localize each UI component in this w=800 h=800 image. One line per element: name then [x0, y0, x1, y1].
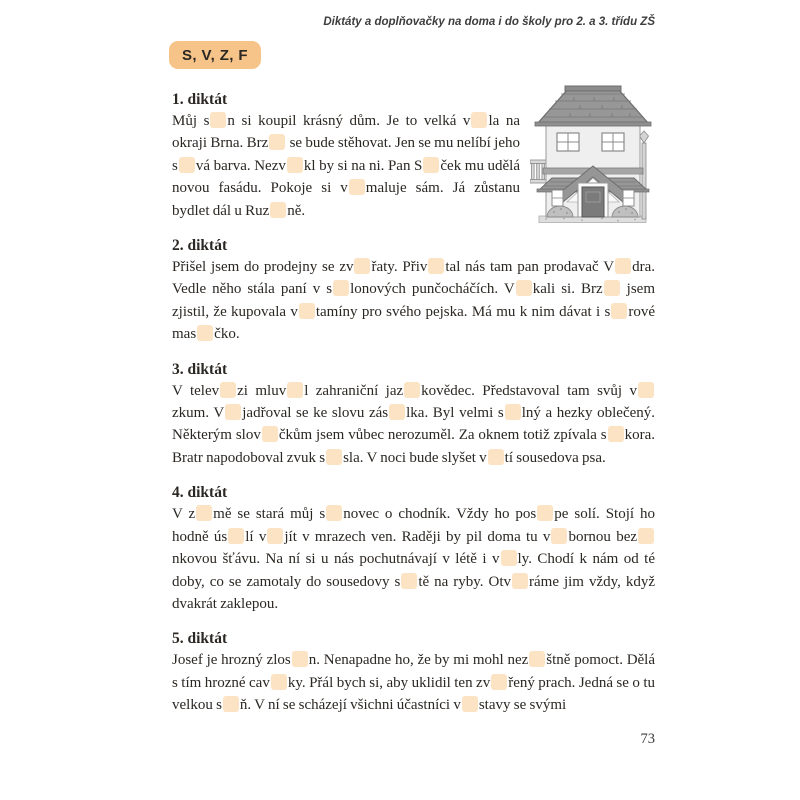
- fill-in-blank[interactable]: [179, 157, 195, 173]
- dictation-text: Josef je hrozný zlos n. Nenapadne ho, že by mi mohl nez štně pomoct. Dělá s tím hrozné cav ky. Přál bych si, aby uklidil ten zv řený prach. Jedná se o tu velkou s ň. V ní se scházejí všichni účastníci v stavy se svými: [172, 652, 656, 714]
- fill-in-blank[interactable]: [210, 112, 226, 128]
- fill-in-blank[interactable]: [491, 674, 507, 690]
- fill-in-blank[interactable]: [262, 426, 278, 442]
- fill-in-blank[interactable]: [326, 505, 342, 521]
- fill-in-blank[interactable]: [228, 528, 244, 544]
- section-title: 3. diktát: [172, 360, 228, 378]
- section-title: 5. diktát: [172, 630, 228, 648]
- fill-in-blank[interactable]: [501, 550, 517, 566]
- section-title: 2. diktát: [172, 237, 228, 255]
- fill-in-blank[interactable]: [333, 280, 349, 296]
- fill-in-blank[interactable]: [512, 573, 528, 589]
- topic-badge: S, V, Z, F: [169, 41, 261, 69]
- fill-in-blank[interactable]: [471, 112, 487, 128]
- fill-in-blank[interactable]: [488, 449, 504, 465]
- fill-in-blank[interactable]: [197, 325, 213, 341]
- fill-in-blank[interactable]: [287, 157, 303, 173]
- fill-in-blank[interactable]: [225, 404, 241, 420]
- fill-in-blank[interactable]: [299, 303, 315, 319]
- fill-in-blank[interactable]: [505, 404, 521, 420]
- fill-in-blank[interactable]: [223, 696, 239, 712]
- fill-in-blank[interactable]: [401, 573, 417, 589]
- fill-in-blank[interactable]: [267, 528, 283, 544]
- fill-in-blank[interactable]: [529, 651, 545, 667]
- fill-in-blank[interactable]: [537, 505, 553, 521]
- fill-in-blank[interactable]: [326, 449, 342, 465]
- dictation-section: [172, 629, 655, 716]
- fill-in-blank[interactable]: [196, 505, 212, 521]
- fill-in-blank[interactable]: [404, 382, 420, 398]
- dictation-sections: [172, 90, 655, 717]
- dictation-text: V z mě se stará můj s novec o chodník. Vždy ho pos pe solí. Stojí ho hodně ús lí v jít v mrazech ven. Raději by pil doma tu v bornou beznkovou šťávu. Na ní si u nás pochutnávají v létě i v ly. Chodí k nám od té doby, co se zamotaly do sousedovy s tě na ryby. Otv ráme jim vždy, když dvakrát zaklepou.: [172, 506, 655, 612]
- fill-in-blank[interactable]: [269, 134, 285, 150]
- fill-in-blank[interactable]: [638, 382, 654, 398]
- section-title: 1. diktát: [172, 91, 228, 108]
- page-number: 73: [640, 730, 655, 747]
- fill-in-blank[interactable]: [287, 382, 303, 398]
- fill-in-blank[interactable]: [220, 382, 236, 398]
- section-title: 4. diktát: [172, 484, 228, 502]
- dictation-text: Přišel jsem do prodejny se zv řaty. Přiv tal nás tam pan prodavač V dra. Vedle něho stála paní v s lonových punčocháčích. V kali si. Brz jsem zjistil, že kupovala v tamíny pro svého pejska. Má mu k nim dávat i s rové mas čko.: [172, 259, 656, 343]
- house-illustration: [530, 82, 655, 225]
- fill-in-blank[interactable]: [354, 258, 370, 274]
- dictation-section: [172, 360, 655, 470]
- fill-in-blank[interactable]: [462, 696, 478, 712]
- dictation-section: [172, 236, 655, 346]
- fill-in-blank[interactable]: [516, 280, 532, 296]
- fill-in-blank[interactable]: [271, 674, 287, 690]
- fill-in-blank[interactable]: [423, 157, 439, 173]
- dictation-section: [172, 90, 655, 222]
- fill-in-blank[interactable]: [615, 258, 631, 274]
- fill-in-blank[interactable]: [349, 179, 365, 195]
- fill-in-blank[interactable]: [608, 426, 624, 442]
- dictation-text: V telev zi mluv l zahraniční jaz kovědec. Představoval tam svůj vzkum. V jadřoval se ke slovu zás lka. Byl velmi s lný a hezky oblečený. Některým slov čkům jsem vůbec nerozuměl. Za oknem totiž zpívala s kora. Bratr napodoboval zvuk s sla. V noci bude slyšet v tí sousedova psa.: [172, 382, 656, 466]
- dictation-text: Můj s n si koupil krásný dům. Je to velká v la na okraji Brna. Brz se bude stěhovat. Jen se mu nelíbí jeho s vá barva. Nezv kl by si na ni. Pan S ček mu udělá novou fasádu. Pokoje si v maluje sám. Já zůstanu bydlet dál u Ruz ně.: [172, 113, 521, 219]
- fill-in-blank[interactable]: [611, 303, 627, 319]
- fill-in-blank[interactable]: [604, 280, 620, 296]
- fill-in-blank[interactable]: [389, 404, 405, 420]
- fill-in-blank[interactable]: [292, 651, 308, 667]
- running-header: Diktáty a doplňovačky na doma i do školy pro 2. a 3. třídu ZŠ: [323, 16, 655, 28]
- fill-in-blank[interactable]: [270, 202, 286, 218]
- fill-in-blank[interactable]: [551, 528, 567, 544]
- fill-in-blank[interactable]: [428, 258, 444, 274]
- dictation-section: [172, 483, 655, 615]
- fill-in-blank[interactable]: [638, 528, 654, 544]
